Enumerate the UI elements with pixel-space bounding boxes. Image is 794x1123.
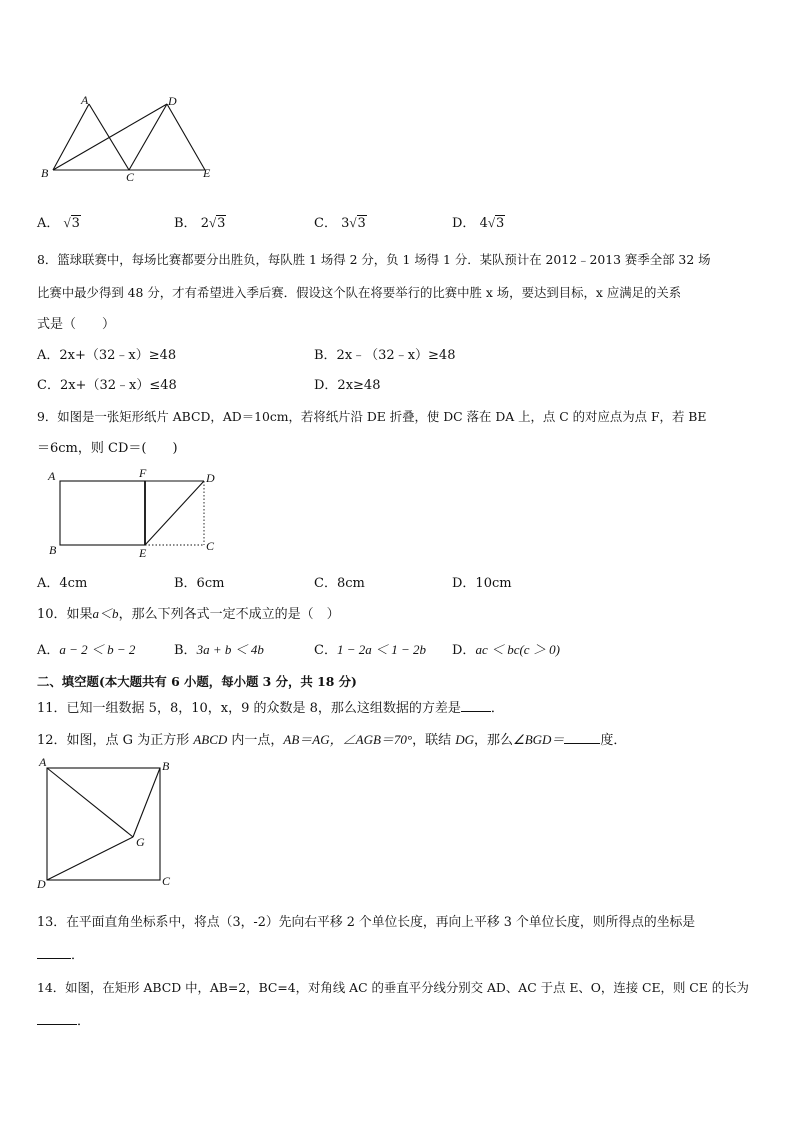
q12-square-name: ABCD [193, 732, 228, 747]
point-label-B: B [49, 543, 57, 557]
option-letter: B． [174, 216, 197, 231]
point-label-D: D [168, 94, 177, 108]
q9-option-d[interactable]: D．10cm [452, 576, 512, 591]
point-label-C: C [126, 170, 135, 184]
segment-DG [47, 837, 133, 880]
q9-option-a[interactable]: A．4cm [37, 576, 88, 591]
q8-option-d[interactable]: D．2x≥48 [314, 378, 381, 393]
sqrt-icon: √ [208, 215, 217, 230]
option-letter: B． [174, 643, 197, 658]
point-label-B: B [41, 166, 49, 180]
point-label-D: D [37, 877, 46, 891]
radicand: 3 [496, 216, 505, 231]
option-coefficient: 4 [479, 216, 488, 231]
point-label-C: C [206, 539, 215, 553]
q13-end: ． [71, 948, 85, 963]
q8-option-b[interactable]: B．2x﹣（32﹣x）≥48 [314, 348, 456, 363]
sqrt-icon: √ [63, 215, 71, 230]
q14-answer-blank[interactable] [37, 1012, 77, 1025]
option-coefficient: 2 [200, 216, 209, 231]
option-expression: ac ＜ bc(c ＞ 0) [475, 642, 560, 657]
q11-text: 11．已知一组数据 5，8，10，x，9 的众数是 8，那么这组数据的方差是 [37, 701, 461, 716]
point-label-E: E [139, 546, 147, 560]
point-label-G: G [136, 835, 145, 849]
radicand: 3 [357, 216, 366, 231]
point-label-D: D [206, 471, 215, 485]
option-letter: C． [314, 216, 337, 231]
q14-text: 14．如图，在矩形 ABCD 中，AB=2，BC=4，对角线 AC 的垂直平分线分别交 AD、AC 于点 E、O，连接 CE，则 CE 的长为 [37, 980, 749, 995]
q9-line-1: 9．如图是一张矩形纸片 ABCD，AD＝10cm，若将纸片沿 DE 折叠，使 DC 落在 DA 上，点 C 的对应点为点 F，若 BE [37, 409, 707, 424]
q10-prefix: 10．如果 [37, 607, 93, 622]
point-label-A: A [48, 469, 56, 483]
q9-line-2: ＝6cm，则 CD＝( ) [37, 441, 178, 456]
sqrt-icon: √ [349, 215, 357, 230]
option-letter: C． [314, 643, 337, 658]
q8-option-c[interactable]: C．2x+（32﹣x）≤48 [37, 378, 177, 393]
q10-condition: a＜b [92, 606, 119, 621]
q8-line-3: 式是（ ） [37, 317, 116, 332]
q13-text: 13．在平面直角坐标系中，将点（3，-2）先向右平移 2 个单位长度，再向上平移 3 个单位长度，则所得点的坐标是 [37, 915, 696, 930]
option-letter: D． [452, 216, 476, 231]
q11-end: ． [490, 701, 504, 716]
segment-AG [47, 768, 133, 837]
radicand: 3 [71, 216, 80, 231]
q12-text-3: ，联结 [412, 733, 456, 748]
option-letter: A． [37, 216, 60, 231]
q9-option-b[interactable]: B．6cm [174, 576, 225, 591]
point-label-A: A [39, 755, 47, 769]
option-letter: A． [37, 643, 60, 658]
q10-suffix: ，那么下列各式一定不成立的是（ ） [118, 607, 340, 622]
point-label-E: E [203, 166, 211, 180]
sqrt-icon: √ [487, 215, 495, 230]
q9-option-c[interactable]: C．8cm [314, 576, 365, 591]
q14-answer-line [37, 1010, 90, 1029]
segment-BG [133, 768, 160, 837]
q13-answer-blank[interactable] [37, 946, 71, 959]
option-coefficient: 3 [341, 216, 350, 231]
option-expression: 1 − 2a ＜ 1 − 2b [336, 642, 426, 657]
q8-option-a[interactable]: A．2x+（32﹣x）≥48 [37, 348, 177, 363]
q14-end: ． [77, 1014, 91, 1029]
option-expression: a − 2 ＜ b − 2 [59, 642, 136, 657]
point-label-F: F [139, 466, 147, 480]
radicand: 3 [217, 216, 226, 231]
q13-answer-line [37, 944, 84, 963]
q12-text-1: 12．如图，点 G 为正方形 [37, 733, 194, 748]
q12-text-2: 内一点， [227, 733, 284, 748]
square-ABCD [47, 768, 160, 880]
q12-condition: AB＝AG，∠AGB＝70° [283, 732, 413, 747]
point-label-C: C [162, 874, 171, 888]
q12-end: 度． [600, 733, 627, 748]
q12-text-4: ，那么 [474, 733, 514, 748]
q8-line-2: 比赛中最少得到 48 分，才有希望进入季后赛．假设这个队在将要举行的比赛中胜 x 场，要达到目标，x 应满足的关系 [37, 285, 682, 300]
option-letter: D． [452, 643, 476, 658]
point-label-B: B [162, 759, 170, 773]
q12-segment: DG [455, 732, 475, 747]
q8-line-1: 8．篮球联赛中，每场比赛都要分出胜负，每队胜 1 场得 2 分，负 1 场得 1 分．某队预计在 2012﹣2013 赛季全部 32 场 [37, 252, 711, 267]
point-label-A: A [81, 93, 89, 107]
section-title-fill-in: 二、填空题(本大题共有 6 小题，每小题 3 分，共 18 分) [37, 674, 357, 689]
option-expression: 3a + b ＜ 4b [196, 642, 264, 657]
q12-angle: ∠BGD＝ [513, 732, 565, 747]
